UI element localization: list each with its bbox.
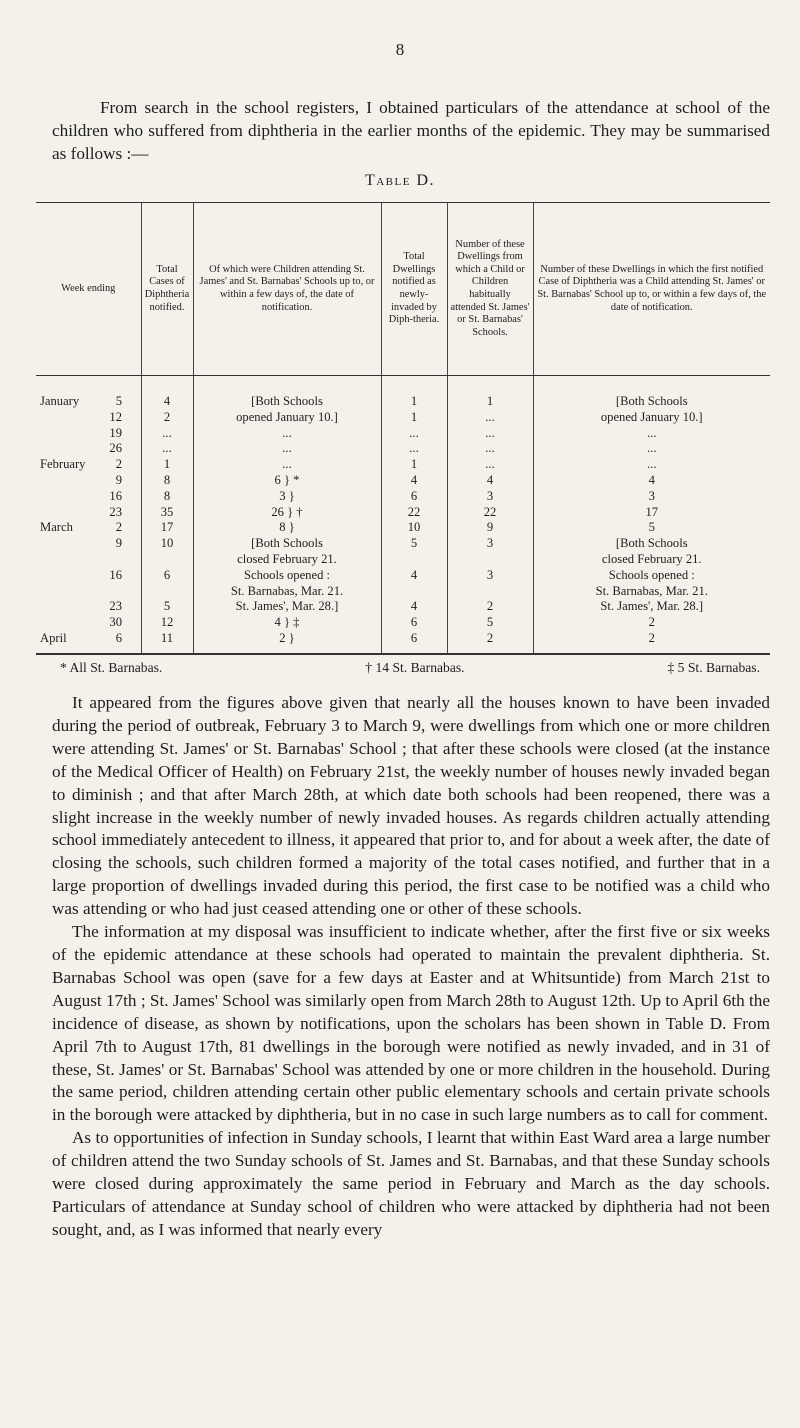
cell-first-case: 5: [533, 520, 770, 536]
table-row: [36, 410, 770, 426]
cell-school-children: ...: [193, 457, 381, 473]
week-month: March: [40, 520, 73, 535]
cell-dwellings-children: ...: [447, 410, 533, 426]
cell-total-dwellings: 4: [381, 568, 447, 584]
cell-total-cases: ...: [141, 426, 193, 442]
cell-total-dwellings: 22: [381, 505, 447, 521]
cell-first-case: [Both Schools: [533, 376, 770, 410]
week-day: 26: [109, 441, 122, 456]
table-row: [36, 552, 770, 568]
header-total-dwellings: Total Dwellings notified as newly-invaded by Diph-theria.: [381, 203, 447, 376]
table-row: [36, 536, 770, 552]
table-row: [36, 376, 770, 410]
cell-first-case: Schools opened :: [533, 568, 770, 584]
table-row: [36, 631, 770, 654]
cell-week-ending: [36, 441, 141, 457]
cell-school-children: ...: [193, 441, 381, 457]
cell-total-dwellings: 6: [381, 489, 447, 505]
week-month: January: [40, 394, 80, 408]
cell-total-cases: 17: [141, 520, 193, 536]
table-row: [36, 615, 770, 631]
cell-total-dwellings: ...: [381, 441, 447, 457]
cell-total-cases: 2: [141, 410, 193, 426]
table-title: Table D.: [364, 172, 436, 189]
cell-school-children: 6 } *: [193, 473, 381, 489]
table-row: [36, 584, 770, 600]
footnote-1: * All St. Barnabas.: [60, 660, 163, 675]
week-day: 19: [109, 425, 122, 440]
cell-dwellings-children: 3: [447, 536, 533, 552]
cell-total-cases: [141, 552, 193, 568]
cell-total-cases: 4: [141, 376, 193, 410]
cell-week-ending: [36, 599, 141, 615]
footnote-3: ‡ 5 St. Barnabas.: [667, 660, 760, 675]
week-day: 12: [109, 409, 122, 424]
week-day: 2: [115, 520, 122, 535]
cell-first-case: 4: [533, 473, 770, 489]
cell-total-cases: 12: [141, 615, 193, 631]
week-day: 23: [109, 599, 122, 614]
cell-first-case: ...: [533, 441, 770, 457]
week-month: April: [40, 630, 67, 645]
cell-dwellings-children: 9: [447, 520, 533, 536]
cell-school-children: 2 }: [193, 631, 381, 654]
table-row: [36, 473, 770, 489]
table-row: [36, 489, 770, 505]
cell-week-ending: [36, 536, 141, 552]
cell-week-ending: [36, 615, 141, 631]
cell-dwellings-children: 2: [447, 599, 533, 615]
table-row: [36, 568, 770, 584]
cell-week-ending: [36, 473, 141, 489]
cell-first-case: ...: [533, 426, 770, 442]
cell-total-dwellings: 1: [381, 376, 447, 410]
cell-week-ending: [36, 631, 141, 654]
cell-school-children: 26 } †: [193, 505, 381, 521]
cell-total-dwellings: 1: [381, 457, 447, 473]
cell-dwellings-children: 3: [447, 568, 533, 584]
header-dwellings-children: Number of these Dwellings from which a Child or Children habitually attended St. James' or St. Barnabas' Schools.: [447, 203, 533, 376]
cell-first-case: 17: [533, 505, 770, 521]
cell-total-dwellings: 1: [381, 410, 447, 426]
week-day: 16: [109, 567, 122, 582]
cell-school-children: St. James', Mar. 28.]: [193, 599, 381, 615]
cell-week-ending: [36, 584, 141, 600]
cell-week-ending: [36, 376, 141, 410]
week-month: February: [40, 457, 86, 472]
page-number: 8: [395, 40, 405, 59]
cell-total-dwellings: 6: [381, 615, 447, 631]
cell-first-case: St. Barnabas, Mar. 21.: [533, 584, 770, 600]
cell-week-ending: [36, 457, 141, 473]
body-text: [52, 692, 770, 1242]
cell-total-cases: [141, 584, 193, 600]
week-day: 23: [109, 504, 122, 519]
cell-total-cases: 8: [141, 473, 193, 489]
cell-week-ending: [36, 520, 141, 536]
cell-total-cases: 35: [141, 505, 193, 521]
cell-week-ending: [36, 410, 141, 426]
paragraph-2: The information at my disposal was insufficient to indicate whether, after the first five or six weeks of the epidemic attendance at these schools had operated to maintain the prevalent diphtheria. St. Barnabas School was open (save for a few days at Easter and at Whitsuntide) from March 21st to August 17th ; St. James' School was similarly open from March 28th to August 12th. Up to April 6th the incidence of disease, as shown by notifications, upon the scholars has been shown in Table D. From April 7th to August 17th, 81 dwellings in the borough were notified as newly invaded, and in 31 of these, St. James' or St. Barnabas' School was attended by one or more children in the household. During the same period, children attending certain other public elementary schools and certain private schools in the borough were attacked by diphtheria, but in no case in such large numbers as to call for comment.: [52, 922, 770, 1125]
cell-dwellings-children: 3: [447, 489, 533, 505]
cell-total-cases: 6: [141, 568, 193, 584]
cell-week-ending: [36, 426, 141, 442]
cell-school-children: [Both Schools: [193, 536, 381, 552]
header-week-ending: Week ending: [36, 203, 141, 376]
cell-dwellings-children: [447, 552, 533, 568]
cell-total-dwellings: ...: [381, 426, 447, 442]
cell-dwellings-children: 4: [447, 473, 533, 489]
cell-total-cases: 10: [141, 536, 193, 552]
table-row: [36, 441, 770, 457]
table-header-row: [36, 203, 770, 376]
cell-dwellings-children: ...: [447, 457, 533, 473]
cell-total-dwellings: 6: [381, 631, 447, 654]
table-row: [36, 599, 770, 615]
cell-school-children: 8 }: [193, 520, 381, 536]
cell-first-case: opened January 10.]: [533, 410, 770, 426]
cell-school-children: 4 } ‡: [193, 615, 381, 631]
footnotes: [60, 660, 760, 676]
cell-dwellings-children: 1: [447, 376, 533, 410]
cell-school-children: Schools opened :: [193, 568, 381, 584]
cell-dwellings-children: 2: [447, 631, 533, 654]
cell-dwellings-children: [447, 584, 533, 600]
cell-school-children: St. Barnabas, Mar. 21.: [193, 584, 381, 600]
cell-total-cases: 1: [141, 457, 193, 473]
table-row: [36, 457, 770, 473]
table-row: [36, 505, 770, 521]
cell-total-dwellings: 4: [381, 599, 447, 615]
week-day: 30: [109, 615, 122, 630]
cell-first-case: 2: [533, 615, 770, 631]
cell-week-ending: [36, 505, 141, 521]
cell-first-case: ...: [533, 457, 770, 473]
cell-week-ending: [36, 489, 141, 505]
cell-school-children: ...: [193, 426, 381, 442]
cell-total-cases: 5: [141, 599, 193, 615]
cell-dwellings-children: ...: [447, 441, 533, 457]
week-day: 9: [115, 536, 122, 551]
cell-total-cases: 11: [141, 631, 193, 654]
week-day: 6: [115, 630, 122, 645]
intro-paragraph: [52, 96, 770, 165]
cell-dwellings-children: ...: [447, 426, 533, 442]
cell-first-case: 3: [533, 489, 770, 505]
header-total-cases: Total Cases of Diphtheria notified.: [141, 203, 193, 376]
intro-text: From search in the school registers, I obtained particulars of the attendance at school of the children who suffered from diphtheria in the earlier months of the epidemic. They may be summarised as follows :—: [52, 98, 770, 163]
cell-school-children: [Both Schools: [193, 376, 381, 410]
paragraph-3: As to opportunities of infection in Sunday schools, I learnt that within East Ward area a large number of children attend the two Sunday schools of St. James and St. Barnabas, and that these Sunday schools were closed during approximately the same period in February and March as the day schools. Particulars of attendance at Sunday school of children who were attacked by diphtheria had not been sought, and, as I was informed that nearly every: [52, 1128, 770, 1239]
cell-week-ending: [36, 568, 141, 584]
header-first-case: Number of these Dwellings in which the first notified Case of Diphtheria was a Child attending St. James' or St. Barnabas' School up to, or within a few days of, the date of notification.: [533, 203, 770, 376]
footnote-2: † 14 St. Barnabas.: [365, 660, 465, 675]
week-day: 16: [109, 488, 122, 503]
cell-dwellings-children: 5: [447, 615, 533, 631]
cell-first-case: 2: [533, 631, 770, 654]
week-day: 5: [115, 394, 122, 408]
table-body: [36, 376, 770, 654]
cell-week-ending: [36, 552, 141, 568]
week-day: 9: [115, 472, 122, 487]
cell-total-cases: ...: [141, 441, 193, 457]
cell-first-case: closed February 21.: [533, 552, 770, 568]
cell-first-case: [Both Schools: [533, 536, 770, 552]
cell-total-dwellings: 5: [381, 536, 447, 552]
cell-total-dwellings: [381, 552, 447, 568]
table-row: [36, 426, 770, 442]
cell-total-dwellings: [381, 584, 447, 600]
cell-first-case: St. James', Mar. 28.]: [533, 599, 770, 615]
cell-school-children: 3 }: [193, 489, 381, 505]
table-row: [36, 520, 770, 536]
cell-total-dwellings: 10: [381, 520, 447, 536]
cell-school-children: opened January 10.]: [193, 410, 381, 426]
paragraph-1: It appeared from the figures above given that nearly all the houses known to have been invaded during the period of outbreak, February 3 to March 9, were dwellings from which one or more children were attending St. James' or St. Barnabas' School ; that after these schools were closed (at the instance of the Medical Officer of Health) on February 21st, the weekly number of houses newly invaded began to diminish ; and that after March 28th, at which date both schools had been reopened, there was a slight increase in the weekly number of newly invaded houses. As regards children actually attending school immediately antecedent to illness, it appeared that prior to, and for about a week after, the date of closing the schools, such children formed a majority of the total cases notified, and further that in a large proportion of dwellings invaded during this period, the first case to be notified was a child who was attending or who had just ceased attending one or other of these schools.: [52, 693, 770, 919]
header-school-children: Of which were Children attending St. James' and St. Barnabas' Schools up to, or within a few days of, the date of notification.: [193, 203, 381, 376]
week-day: 2: [115, 457, 122, 472]
table-d: [36, 202, 770, 655]
cell-total-cases: 8: [141, 489, 193, 505]
cell-school-children: closed February 21.: [193, 552, 381, 568]
cell-total-dwellings: 4: [381, 473, 447, 489]
cell-dwellings-children: 22: [447, 505, 533, 521]
